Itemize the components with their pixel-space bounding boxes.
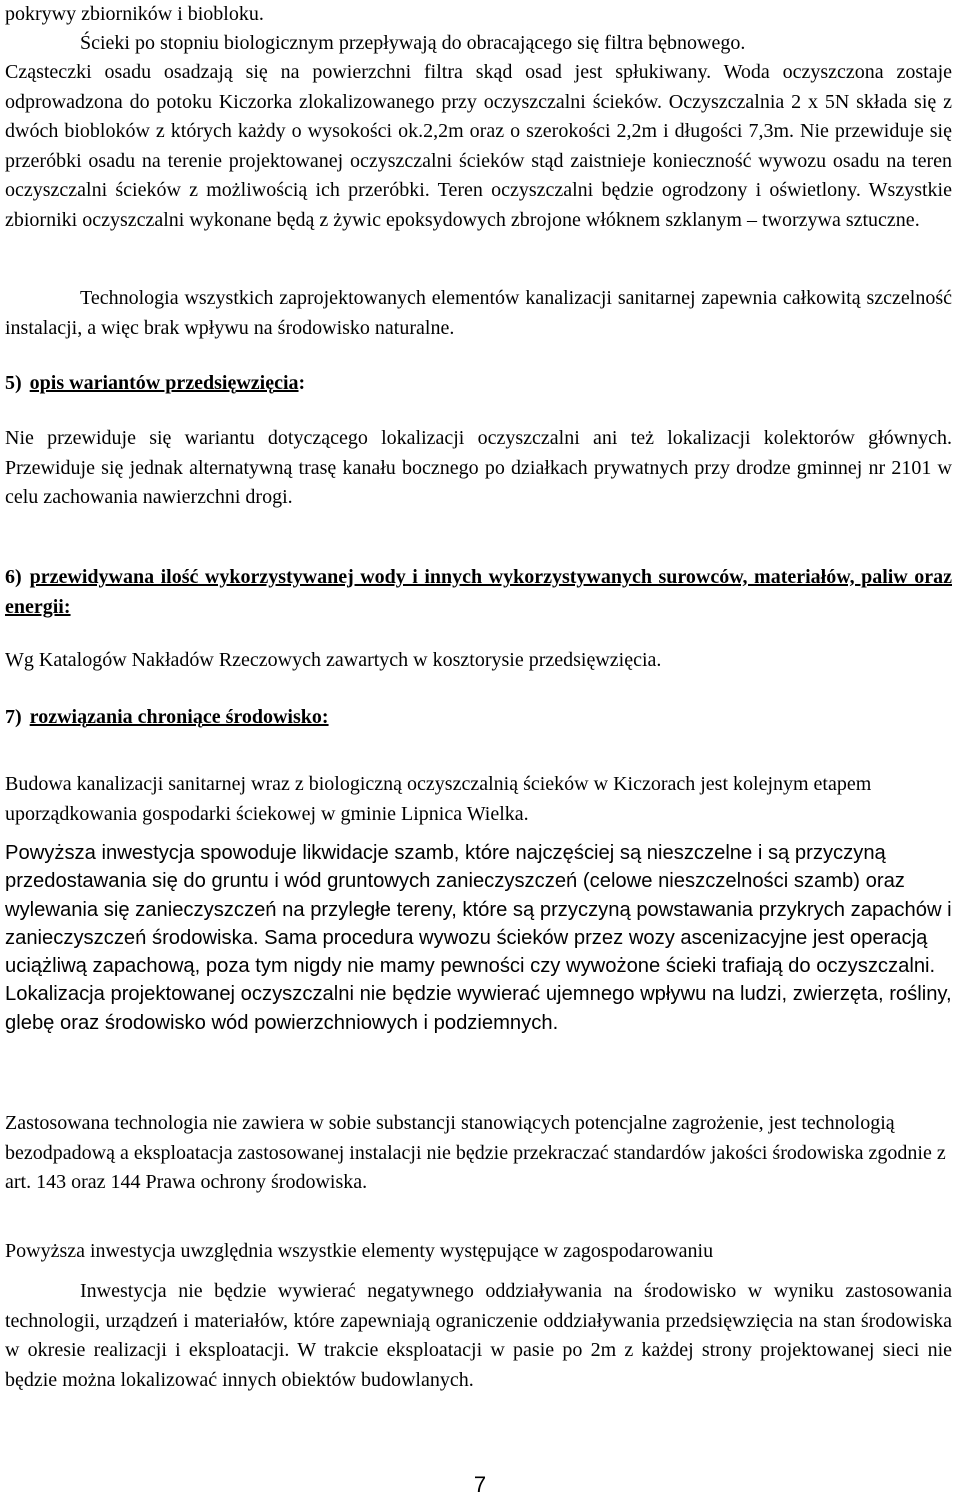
paragraph: Zastosowana technologia nie zawiera w sobie substancji stanowiących potencjalne zagrożenie, jest technologią bezodpadową a eksploatacja zastosowanej instalacji nie będzie przekraczać standardów jakości środowiska zgodnie z art. 143 oraz 144 Prawa ochrony środowiska. [5,1112,946,1193]
paragraph: Nie przewiduje się wariantu dotyczącego lokalizacji oczyszczalni ani też lokalizacji kolektorów głównych. Przewiduje się jednak alternatywną trasę kanału bocznego po działkach prywatnych przy drodze gminnej nr 2101 w celu zachowania nawierzchni drogi. [5,427,952,508]
paragraph-line: Ścieki po stopniu biologicznym przepływają do obracającego się filtra bębnowego. [80,32,746,54]
paragraph: Powyższa inwestycja spowoduje likwidacje szamb, które najczęściej są nieszczelne i są przyczyną przedostawania się do gruntu i wód gruntowych zanieczyszczeń (celowe nieszczelności szamb) oraz wylewania się zanieczyszczeń na przyległe tereny, które są przyczyną powstawania przykrych zapachów i zanieczyszczeń środowiska. Sama procedura wywozu ścieków przez wozy ascenizacyjne jest operacją uciążliwą zapachową, poza tym nigdy nie mamy pewności czy wywożone ścieki trafiają do oczyszczalni. Lokalizacja projektowanej oczyszczalni nie będzie wywierać ujemnego wpływu na ludzi, zwierzęta, rośliny, glebę oraz środowisko wód powierzchniowych i podziemnych. [5,842,952,1034]
section-heading [5,703,952,733]
paragraph: Powyższa inwestycja uwzględnia wszystkie elementy występujące w zagospodarowaniu [5,1240,714,1262]
page-number: 7 [473,1472,487,1497]
heading-title: przewidywana ilość wykorzystywanej wody i innych wykorzystywanych surowców, materiałów, paliw oraz energii: [5,566,952,618]
heading-number: 6) [5,566,22,588]
heading-number: 7) [5,706,22,728]
paragraph: Inwestycja nie będzie wywierać negatywnego oddziaływania na środowisko w wyniku zastosowania technologii, urządzeń i materiałów, które zapewniają ograniczenie oddziaływania przedsięwzięcia na stan środowiska w okresie realizacji i eksploatacji. W trakcie eksploatacji w pasie po 2m z każdej strony projektowanej sieci nie będzie można lokalizować innych obiektów budowlanych. [5,1280,952,1391]
paragraph: Budowa kanalizacji sanitarnej wraz z biologiczną oczyszczalnią ścieków w Kiczorach jest kolejnym etapem uporządkowania gospodarki ściekowej w gminie Lipnica Wielka. [5,773,872,825]
heading-title: opis wariantów przedsięwzięcia [29,372,299,394]
paragraph-line: pokrywy zbiorników i biobloku. [5,3,264,25]
section-heading [5,563,952,622]
heading-suffix: : [298,372,306,394]
section-heading [5,369,952,399]
paragraph: Technologia wszystkich zaprojektowanych elementów kanalizacji sanitarnej zapewnia całkowitą szczelność instalacji, a więc brak wpływu na środowisko naturalne. [5,287,952,339]
heading-number: 5) [5,372,22,394]
heading-title: rozwiązania chroniące środowisko: [29,706,329,728]
paragraph: Cząsteczki osadu osadzają się na powierzchni filtra skąd osad jest spłukiwany. Woda oczyszczona zostaje odprowadzona do potoku Kiczorka zlokalizowanego przy oczyszczalni ścieków. Oczyszczalnia 2 x 5N składa się z dwóch biobloków z których każdy o wysokości ok.2,2m oraz o szerokości 2,2m i długości 7,3m. Nie przewiduje się przeróbki osadu na terenie projektowanej oczyszczalni ścieków stąd zaistnieje konieczność wywozu osadu na teren oczyszczalni ścieków z możliwością ich przeróbki. Teren oczyszczalni będzie ogrodzony i oświetlony. Wszystkie zbiorniki oczyszczalni wykonane będą z żywic epoksydowych zbrojone włóknem szklanym – tworzywa sztuczne. [5,61,952,231]
paragraph: Wg Katalogów Nakładów Rzeczowych zawartych w kosztorysie przedsięwzięcia. [5,649,662,671]
